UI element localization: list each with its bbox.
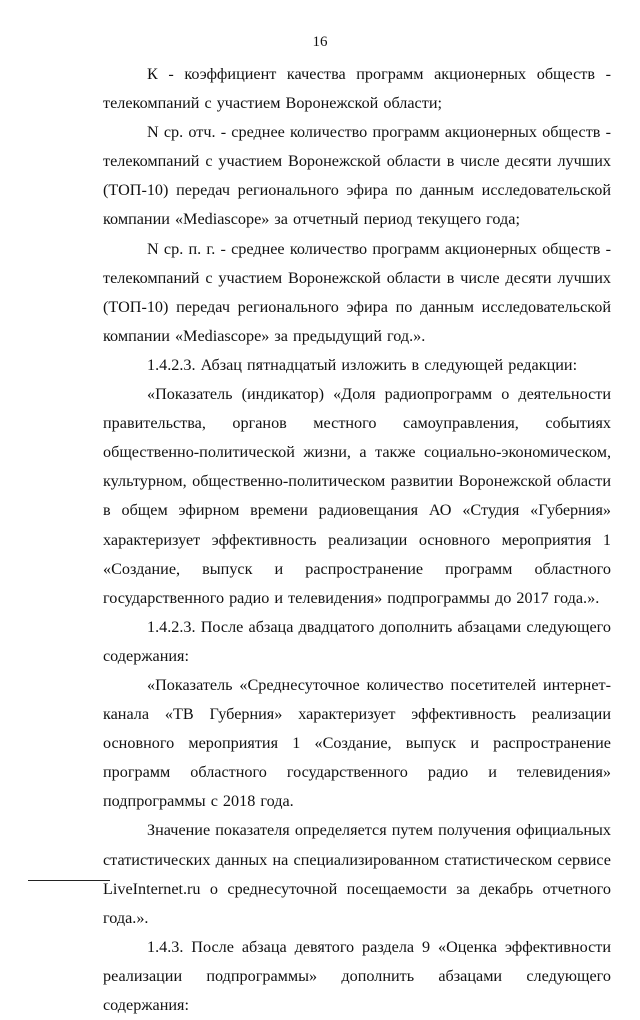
paragraph-n-previous: N ср. п. г. - среднее количество программ акционерных обществ - телекомпаний с участием Воронежской области в числе десяти лучших (ТОП-10) передач регионального эфира по данным исследовательской компании «Mediascope» за предыдущий год.».	[103, 239, 611, 345]
paragraph-radio-indicator: «Показатель (индикатор) «Доля радиопрограмм о деятельности правительства, органов местного самоуправления, событиях общественно-политической жизни, а также социально-экономическом, культурном, общественно-политическом развитии Воронежской области в общем эфирном времени радиовещания АО «Студия «Губерния» характеризует эффективность реализации основного мероприятия 1 «Создание, выпуск и распространение программ областного государственного радио и телевидения» подпрограммы до 2017 года.».	[103, 385, 611, 607]
paragraph-amendment-1-4-3: 1.4.3. После абзаца девятого раздела 9 «Оценка эффективности реализации подпрограммы» дополнить абзацами следующего содержания:	[103, 937, 611, 1014]
paragraph-amendment-1-4-2-3: 1.4.2.3. Абзац пятнадцатый изложить в следующей редакции:	[147, 355, 578, 374]
paragraph-n-current: N ср. отч. - среднее количество программ акционерных обществ - телекомпаний с участием Воронежской области в числе десяти лучших (ТОП-10) передач регионального эфира по данным исследовательской компании «Mediascope» за отчетный период текущего года;	[103, 123, 611, 229]
paragraph-k-coefficient: К - коэффициент качества программ акционерных обществ - телекомпаний с участием Воронежской области;	[103, 65, 611, 113]
paragraph-internet-channel-indicator: «Показатель «Среднесуточное количество посетителей интернет-канала «ТВ Губерния» характеризует эффективность реализации основного мероприятия 1 «Создание, выпуск и распространение программ областного государственного радио и телевидения» подпрограммы с 2018 года.	[103, 675, 611, 811]
document-body	[103, 60, 611, 1020]
paragraph-indicator-value: Значение показателя определяется путем получения официальных статистических данных на специализированном статистическом сервисе LiveInternet.ru о среднесуточной посещаемости за декабрь отчетного года.».	[103, 821, 611, 927]
page-number: 16	[312, 34, 328, 50]
footnote-divider	[28, 880, 110, 881]
paragraph-amendment-after-twentieth: 1.4.2.3. После абзаца двадцатого дополнить абзацами следующего содержания:	[103, 617, 611, 665]
